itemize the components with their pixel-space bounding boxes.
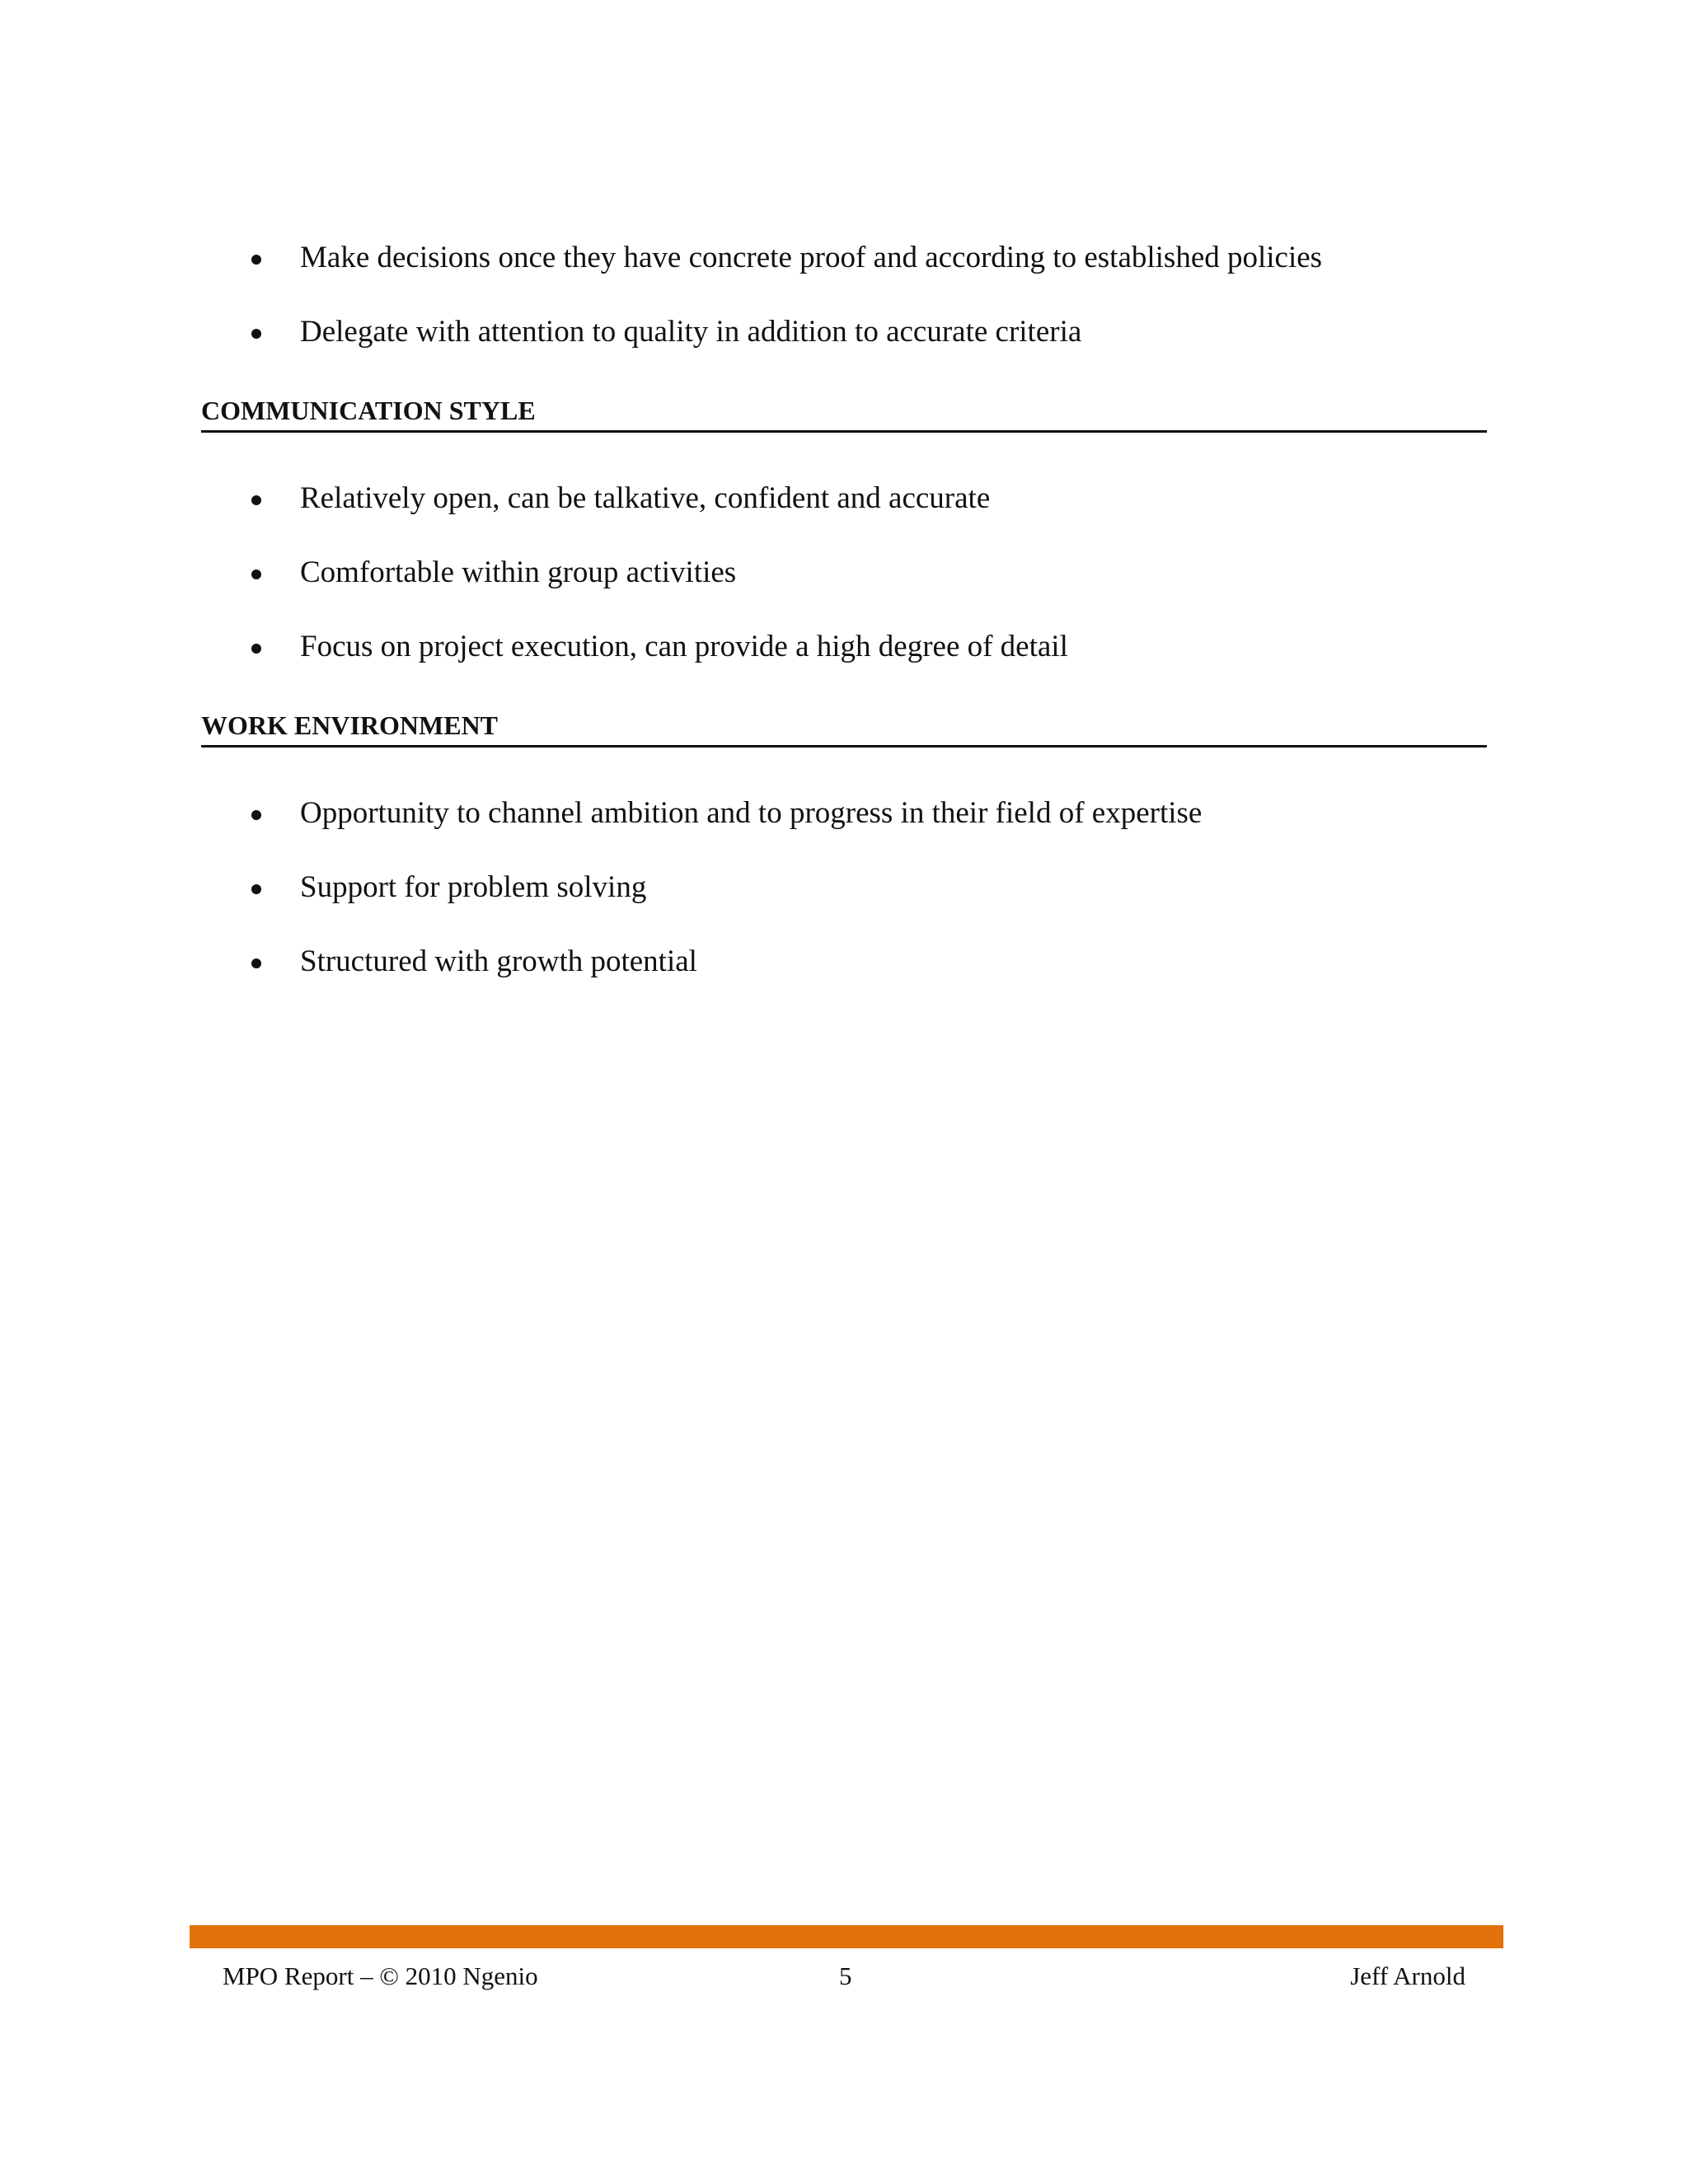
list-item [0,869,1688,944]
bullet-icon [251,884,261,894]
list-item [0,555,1688,629]
section-heading-text: COMMUNICATION STYLE [201,396,536,425]
bullet-icon [251,329,261,339]
list-item [0,240,1688,314]
list-item [0,314,1688,388]
bullet-icon [251,958,261,968]
bullet-text: Opportunity to channel ambition and to progress in their field of expertise [300,796,1203,830]
intro-bullet-list [0,240,1688,388]
footer-accent-bar [190,1925,1503,1948]
bullet-icon [251,644,261,654]
footer-page-number: 5 [839,1961,852,1990]
bullet-icon [251,255,261,265]
bullet-icon [251,569,261,579]
work-environment-heading [201,709,1487,748]
bullet-text: Make decisions once they have concrete proof and according to established policies [300,241,1323,274]
bullet-text: Focus on project execution, can provide a high degree of detail [300,630,1068,663]
communication-style-heading [201,394,1487,433]
bullet-icon [251,495,261,505]
communication-style-list [0,480,1688,703]
section-heading-text: WORK ENVIRONMENT [201,710,499,740]
bullet-text: Comfortable within group activities [300,555,737,589]
list-item [0,629,1688,703]
work-environment-list [0,795,1688,1018]
list-item [0,795,1688,869]
list-item [0,480,1688,555]
bullet-text: Relatively open, can be talkative, confident and accurate [300,481,991,515]
bullet-icon [251,810,261,820]
list-item [0,944,1688,1018]
bullet-text: Support for problem solving [300,870,647,904]
bullet-text: Delegate with attention to quality in addition to accurate criteria [300,315,1082,349]
footer-author: Jeff Arnold [1350,1961,1465,1990]
footer-report-label: MPO Report – © 2010 Ngenio [223,1961,538,1990]
bullet-text: Structured with growth potential [300,944,697,978]
